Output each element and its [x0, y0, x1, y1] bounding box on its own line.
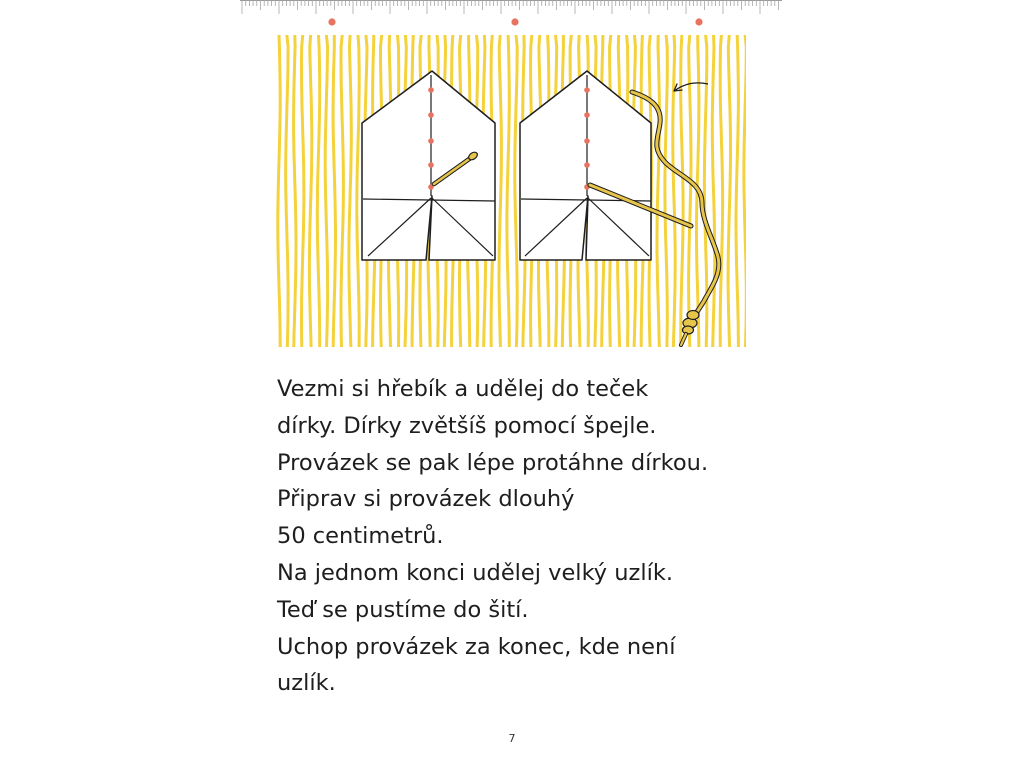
yellow-stripe	[712, 35, 714, 347]
yellow-stripe	[681, 35, 683, 347]
yellow-stripe	[286, 35, 288, 347]
hole-dot	[584, 138, 590, 144]
hole-dot	[584, 87, 590, 93]
ruler-marker-dot	[511, 18, 518, 25]
yellow-stripe	[744, 35, 746, 347]
ruler-markers	[328, 18, 702, 25]
yellow-stripe	[302, 35, 304, 347]
yellow-striped-background	[278, 35, 746, 347]
instruction-line: Teď se pustíme do šití.	[277, 596, 529, 623]
yellow-stripe	[499, 35, 501, 347]
hole-dot	[428, 87, 434, 93]
yellow-stripe	[333, 35, 335, 347]
instruction-line: Uchop provázek za konec, kde není	[277, 633, 676, 660]
yellow-stripe	[665, 35, 667, 347]
ruler-ticks	[240, 0, 782, 14]
yellow-stripe	[325, 35, 327, 347]
yellow-stripe	[294, 35, 296, 347]
hole-dot	[428, 162, 434, 168]
sewing-illustration	[276, 35, 746, 347]
page-number: 7	[508, 732, 516, 745]
instruction-line: Připrav si provázek dlouhý	[277, 486, 575, 513]
instruction-line: 50 centimetrů.	[277, 523, 444, 550]
yellow-stripe	[278, 35, 280, 347]
ruler-marker-dot	[328, 18, 335, 25]
instruction-line: dírky. Dírky zvětšíš pomocí špejle.	[277, 412, 657, 439]
ruler-marker-dot	[695, 18, 702, 25]
yellow-stripe	[317, 35, 319, 347]
hole-dot	[428, 112, 434, 118]
instruction-line: uzlík.	[277, 670, 336, 697]
yellow-stripe	[309, 35, 311, 347]
instruction-text	[277, 371, 797, 702]
hole-dot	[584, 112, 590, 118]
instruction-line: Vezmi si hřebík a udělej do teček	[277, 376, 649, 402]
hole-dot	[428, 138, 434, 144]
hole-dot	[584, 162, 590, 168]
yellow-stripe	[728, 35, 730, 347]
yellow-stripe	[673, 35, 675, 347]
instruction-line: Provázek se pak lépe protáhne dírkou.	[277, 449, 709, 476]
yellow-stripe	[507, 35, 509, 347]
yellow-stripe	[357, 35, 359, 347]
yellow-stripe	[689, 35, 691, 347]
yellow-stripe	[349, 35, 351, 347]
yellow-stripe	[515, 35, 517, 347]
yellow-stripe	[341, 35, 343, 347]
yellow-stripe	[720, 35, 722, 347]
yellow-stripe	[657, 35, 659, 347]
ruler-strip	[240, 0, 782, 30]
instruction-line: Na jednom konci udělej velký uzlík.	[277, 559, 674, 586]
yellow-stripe	[736, 35, 738, 347]
